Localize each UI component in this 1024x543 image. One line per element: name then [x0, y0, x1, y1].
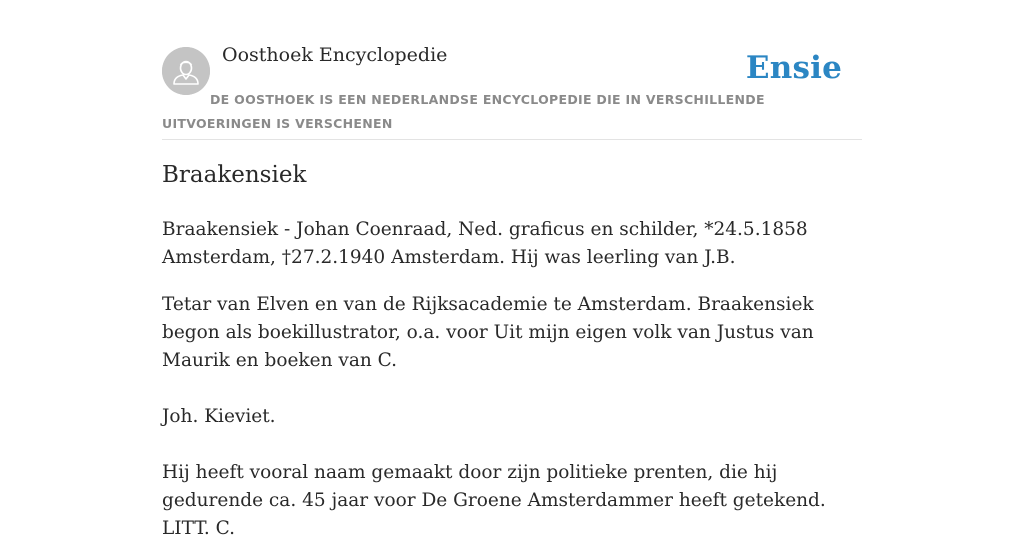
content-container: [162, 0, 862, 539]
brand-logo[interactable]: Ensie: [745, 50, 842, 86]
article-paragraph: Joh. Kieviet.: [162, 406, 276, 427]
article-paragraph: Tetar van Elven en van de Rijksacademie te Amsterdam. Braakensiek begon als boekillustrator, o.a. voor Uit mijn eigen volk van Justus van Maurik en boeken van C.: [162, 294, 814, 371]
article-paragraph: Braakensiek - Johan Coenraad, Ned. graficus en schilder, *24.5.1858 Amsterdam, †27.2.1940 Amsterdam. Hij was leerling van J.B.: [162, 219, 808, 268]
site-tagline: DE OOSTHOEK IS EEN NEDERLANDSE ENCYCLOPEDIE DIE IN VERSCHILLENDE UITVOERINGEN IS VERSCHENEN: [162, 92, 765, 131]
site-name[interactable]: Oosthoek Encyclopedie: [222, 44, 448, 66]
article-paragraph: Hij heeft vooral naam gemaakt door zijn politieke prenten, die hij gedurende ca. 45 jaar voor De Groene Amsterdammer heeft getekend. LITT. C.: [162, 462, 826, 539]
site-header: [162, 0, 862, 140]
article-title: Braakensiek: [162, 162, 307, 188]
